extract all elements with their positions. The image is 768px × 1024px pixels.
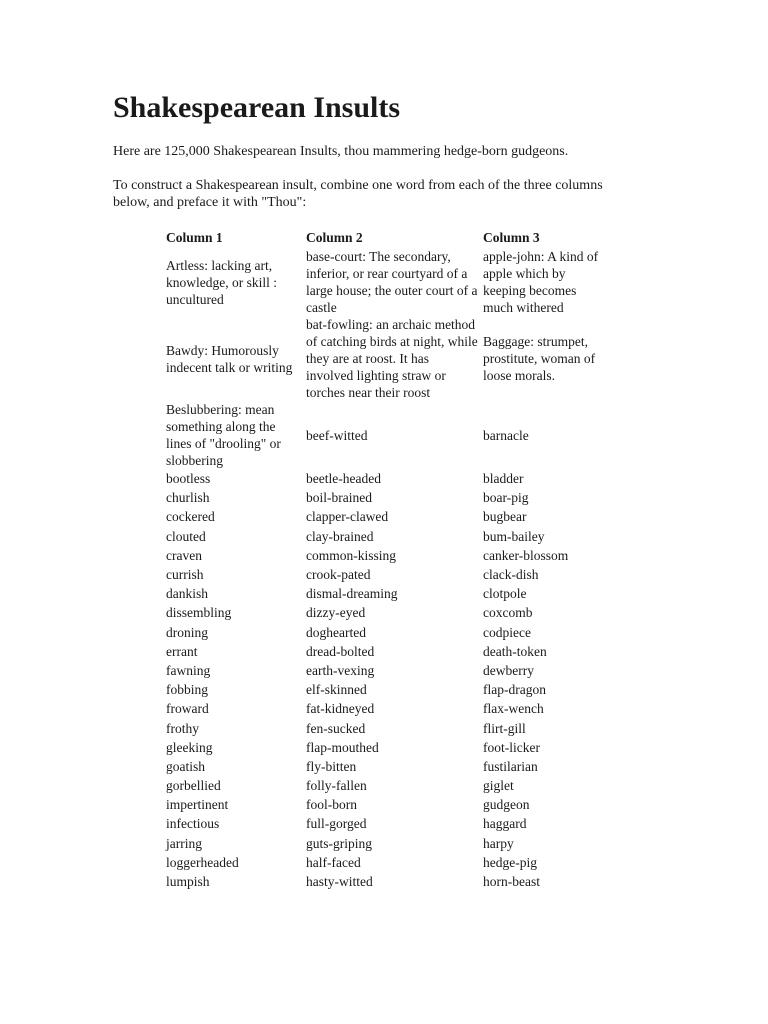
table-cell: droning xyxy=(166,624,208,640)
table-cell: flirt-gill xyxy=(483,720,526,736)
table-cell: lumpish xyxy=(166,874,210,890)
table-cell: clack-dish xyxy=(483,567,539,583)
insults-table xyxy=(164,229,602,891)
table-row xyxy=(164,642,602,661)
table-cell: impertinent xyxy=(166,797,229,813)
table-row xyxy=(164,507,602,526)
table-cell: dissembling xyxy=(166,605,232,621)
table-row xyxy=(164,565,602,584)
table-cell: fawning xyxy=(166,662,211,678)
column-2-header: Column 2 xyxy=(306,230,363,245)
table-cell: doghearted xyxy=(306,624,366,640)
table-cell: clapper-clawed xyxy=(306,509,389,525)
table-row xyxy=(164,757,602,776)
table-row xyxy=(164,661,602,680)
table-row xyxy=(164,699,602,718)
table-cell: foot-licker xyxy=(483,739,540,755)
table-cell: fly-bitten xyxy=(306,758,357,774)
table-cell: harpy xyxy=(483,835,514,851)
table-cell: gorbellied xyxy=(166,778,221,794)
table-row xyxy=(164,872,602,891)
table-cell: folly-fallen xyxy=(306,778,367,794)
table-cell: apple-john: A kind of apple which by keeping becomes much withered xyxy=(483,249,599,315)
table-row xyxy=(164,488,602,507)
table-cell: clotpole xyxy=(483,586,527,602)
table-row xyxy=(164,584,602,603)
table-cell: clouted xyxy=(166,528,206,544)
table-cell: jarring xyxy=(166,835,202,851)
table-cell: canker-blossom xyxy=(483,547,569,563)
table-cell: bat-fowling: an archaic method of catching birds at night, while they are at roost. It has involved lighting straw or torches near their roost xyxy=(306,317,478,400)
table-cell: guts-griping xyxy=(306,835,372,851)
table-row xyxy=(164,718,602,737)
table-cell: boar-pig xyxy=(483,490,529,506)
table-row xyxy=(164,776,602,795)
table-cell: craven xyxy=(166,547,202,563)
column-1-header: Column 1 xyxy=(166,230,223,245)
table-cell: full-gorged xyxy=(306,816,367,832)
table-cell: errant xyxy=(166,643,198,659)
table-cell: half-faced xyxy=(306,854,361,870)
table-cell: barnacle xyxy=(483,427,529,443)
table-cell: Artless: lacking art, knowledge, or skill : uncultured xyxy=(166,257,277,307)
table-cell: froward xyxy=(166,701,209,717)
table-cell: hasty-witted xyxy=(306,874,373,890)
table-cell: churlish xyxy=(166,490,210,506)
table-cell: Beslubbering: mean something along the lines of "drooling" or slobbering xyxy=(166,402,281,468)
table-cell: coxcomb xyxy=(483,605,533,621)
table-cell: fobbing xyxy=(166,682,208,698)
table-cell: base-court: The secondary, inferior, or rear courtyard of a large house; the outer court of a castle xyxy=(306,249,478,315)
table-cell: dread-bolted xyxy=(306,643,375,659)
table-cell: Bawdy: Humorously indecent talk or writing xyxy=(166,342,293,375)
table-cell: gudgeon xyxy=(483,797,530,813)
table-cell: flap-dragon xyxy=(483,682,546,698)
table-cell: dizzy-eyed xyxy=(306,605,366,621)
table-cell: currish xyxy=(166,567,204,583)
table-cell: fustilarian xyxy=(483,758,538,774)
table-row xyxy=(164,469,602,488)
table-cell: infectious xyxy=(166,816,220,832)
table-cell: death-token xyxy=(483,643,547,659)
table-cell: dankish xyxy=(166,586,208,602)
table-cell: fat-kidneyed xyxy=(306,701,375,717)
table-cell: elf-skinned xyxy=(306,682,367,698)
table-cell: gleeking xyxy=(166,739,213,755)
table-cell: horn-beast xyxy=(483,874,540,890)
table-cell: bugbear xyxy=(483,509,527,525)
table-cell: beetle-headed xyxy=(306,471,381,487)
table-cell: frothy xyxy=(166,720,199,736)
table-header-row xyxy=(164,229,602,248)
table-cell: earth-vexing xyxy=(306,662,375,678)
page-title: Shakespearean Insults xyxy=(113,91,401,124)
table-row xyxy=(164,248,602,316)
table-row xyxy=(164,546,602,565)
table-row xyxy=(164,834,602,853)
table-cell: loggerheaded xyxy=(166,854,239,870)
table-cell: dewberry xyxy=(483,662,534,678)
table-cell: clay-brained xyxy=(306,528,374,544)
table-cell: common-kissing xyxy=(306,547,396,563)
table-row xyxy=(164,814,602,833)
table-cell: boil-brained xyxy=(306,490,372,506)
table-cell: dismal-dreaming xyxy=(306,586,398,602)
table-cell: bladder xyxy=(483,471,524,487)
table-cell: bootless xyxy=(166,471,211,487)
instructions-paragraph: To construct a Shakespearean insult, combine one word from each of the three columns below, and preface it with "Thou": xyxy=(113,178,603,210)
table-row xyxy=(164,527,602,546)
table-row xyxy=(164,795,602,814)
table-cell: cockered xyxy=(166,509,215,525)
table-row xyxy=(164,680,602,699)
table-row xyxy=(164,738,602,757)
table-cell: giglet xyxy=(483,778,514,794)
table-cell: goatish xyxy=(166,758,205,774)
table-cell: Baggage: strumpet, prostitute, woman of loose morals. xyxy=(483,334,596,383)
table-cell: bum-bailey xyxy=(483,528,545,544)
table-cell: haggard xyxy=(483,816,527,832)
table-cell: hedge-pig xyxy=(483,854,537,870)
table-cell: fool-born xyxy=(306,797,357,813)
table-row xyxy=(164,853,602,872)
table-row xyxy=(164,623,602,642)
table-cell: flap-mouthed xyxy=(306,739,379,755)
intro-paragraph: Here are 125,000 Shakespearean Insults, thou mammering hedge-born gudgeons. xyxy=(113,144,569,159)
table-row xyxy=(164,401,602,469)
table-cell: flax-wench xyxy=(483,701,544,717)
table-cell: crook-pated xyxy=(306,567,371,583)
table-cell: codpiece xyxy=(483,624,531,640)
table-row xyxy=(164,603,602,622)
table-cell: beef-witted xyxy=(306,427,368,443)
column-3-header: Column 3 xyxy=(483,230,540,245)
table-row xyxy=(164,316,602,401)
table-cell: fen-sucked xyxy=(306,720,366,736)
